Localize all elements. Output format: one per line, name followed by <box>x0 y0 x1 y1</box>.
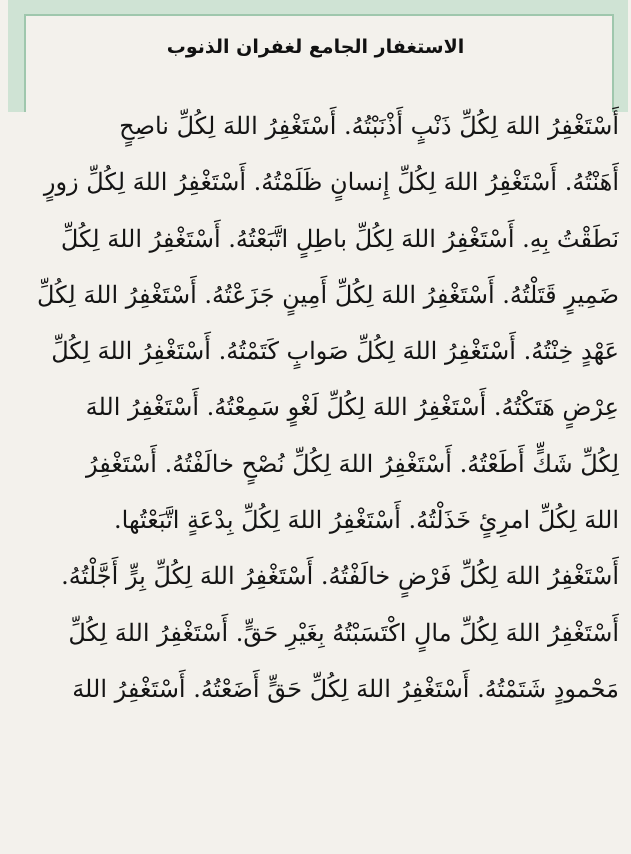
text-line: نَطَقْتُ بِهِ. أَسْتَغْفِرُ اللهَ لِكُلِّ باطِلٍ اتَّبَعْتُهُ. أَسْتَغْفِرُ اللهَ لِكُلِّ <box>60 224 619 253</box>
text-line: أَهَنْتُهُ. أَسْتَغْفِرُ اللهَ لِكُلِّ إِنسانٍ ظَلَمْتُهُ. أَسْتَغْفِرُ اللهَ لِكُلِّ زورٍ <box>43 168 619 197</box>
text-line: أَسْتَغْفِرُ اللهَ لِكُلِّ ذَنْبٍ أَذْنَبْتُهُ. أَسْتَغْفِرُ اللهَ لِكُلِّ ناصِحٍ <box>119 112 619 140</box>
text-line: عِرْضٍ هَتَكْتُهُ. أَسْتَغْفِرُ اللهَ لِكُلِّ لَغْوٍ سَمِعْتُهُ. أَسْتَغْفِرُ اللهَ <box>85 393 619 422</box>
text-line: أَسْتَغْفِرُ اللهَ لِكُلِّ فَرْضٍ خالَفْتُهُ. أَسْتَغْفِرُ اللهَ لِكُلِّ بِرٍّ أَجَّلْتُهُ. <box>61 562 619 591</box>
text-line: لِكُلِّ شَكٍّ أَطَعْتُهُ. أَسْتَغْفِرُ اللهَ لِكُلِّ نُصْحٍ خالَفْتُهُ. أَسْتَغْفِرُ <box>85 449 619 478</box>
page-title: الاستغفار الجامع لغفران الذنوب <box>166 36 465 58</box>
text-line: اللهَ لِكُلِّ امرِئٍ خَذَلْتُهُ. أَسْتَغْفِرُ اللهَ لِكُلِّ بِدْعَةٍ اتَّبَعْتُها. <box>114 506 619 535</box>
text-line: أَسْتَغْفِرُ اللهَ لِكُلِّ مالٍ اكْتَسَبْتُهُ بِغَيْرِ حَقٍّ. أَسْتَغْفِرُ اللهَ لِكُلِّ <box>68 618 619 647</box>
text-line: مَحْمودٍ شَتَمْتُهُ. أَسْتَغْفِرُ اللهَ لِكُلِّ حَقٍّ أَضَعْتُهُ. أَسْتَغْفِرُ اللهَ <box>72 674 619 703</box>
prayer-text <box>12 98 619 717</box>
text-line: عَهْدٍ خِنْتُهُ. أَسْتَغْفِرُ اللهَ لِكُلِّ صَوابٍ كَتَمْتُهُ. أَسْتَغْفِرُ اللهَ لِكُلِّ <box>51 337 619 366</box>
text-line: ضَمِيرٍ قَتَلْتُهُ. أَسْتَغْفِرُ اللهَ لِكُلِّ أَمِينٍ جَزَعْتُهُ. أَسْتَغْفِرُ اللهَ لِكُلِّ <box>37 280 619 309</box>
